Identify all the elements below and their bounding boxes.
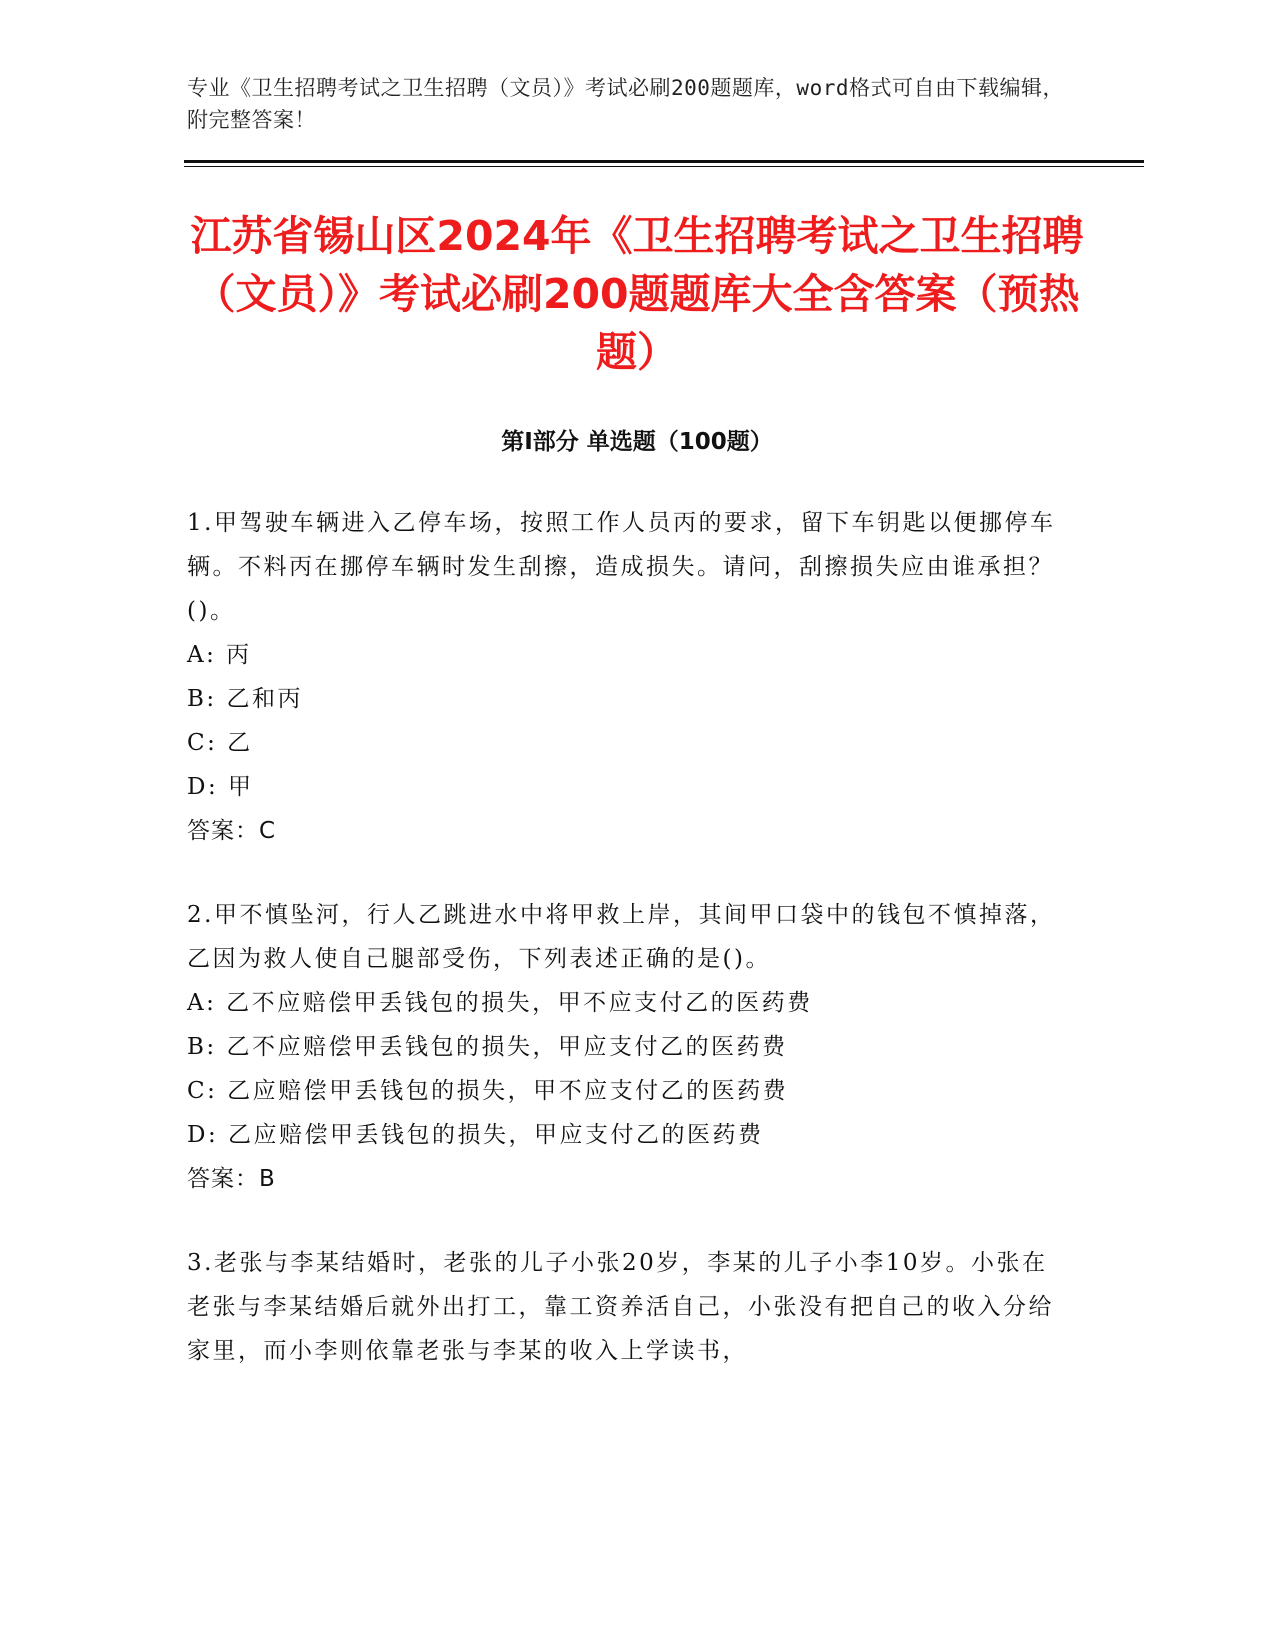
option-c: C: 乙: [187, 730, 253, 756]
answer-label: 答案：B: [187, 1166, 276, 1192]
divider-thick-line: [184, 160, 1144, 163]
option-d: D: 乙应赔偿甲丢钱包的损失，甲应支付乙的医药费: [187, 1122, 764, 1148]
divider-thin-line: [184, 166, 1144, 167]
section-title: 第Ⅰ部分 单选题（100题）: [501, 429, 773, 455]
option-b: B: 乙和丙: [187, 686, 303, 712]
option-a: A: 乙不应赔偿甲丢钱包的损失，甲不应支付乙的医药费: [187, 990, 813, 1016]
question-1: [187, 501, 1105, 853]
option-a: A: 丙: [187, 642, 252, 668]
header-note: 专业《卫生招聘考试之卫生招聘（文员）》考试必刷200题题库，word格式可自由下载编辑，附完整答案！: [187, 76, 1064, 132]
document-title: 江苏省锡山区2024年《卫生招聘考试之卫生招聘（文员）》考试必刷200题题库大全含答案（预热题）: [190, 212, 1084, 376]
question-text: 1.甲驾驶车辆进入乙停车场，按照工作人员丙的要求，留下车钥匙以便挪停车辆。不料丙在挪停车辆时发生刮擦，造成损失。请问，刮擦损失应由谁承担？()。: [187, 510, 1056, 624]
answer-label: 答案：C: [187, 818, 277, 844]
option-b: B: 乙不应赔偿甲丢钱包的损失，甲应支付乙的医药费: [187, 1034, 788, 1060]
header-divider: [184, 160, 1144, 167]
question-list: [187, 501, 1105, 1373]
option-c: C: 乙应赔偿甲丢钱包的损失，甲不应支付乙的医药费: [187, 1078, 789, 1104]
question-3: [187, 1241, 1105, 1373]
question-text: 2.甲不慎坠河，行人乙跳进水中将甲救上岸，其间甲口袋中的钱包不慎掉落，乙因为救人使自己腿部受伤，下列表述正确的是()。: [187, 902, 1056, 972]
question-text: 3.老张与李某结婚时，老张的儿子小张20岁，李某的儿子小李10岁。小张在老张与李某结婚后就外出打工，靠工资养活自己，小张没有把自己的收入分给家里，而小李则依靠老张与李某的收入上学读书，: [187, 1250, 1054, 1364]
question-2: [187, 893, 1105, 1201]
option-d: D: 甲: [187, 774, 254, 800]
